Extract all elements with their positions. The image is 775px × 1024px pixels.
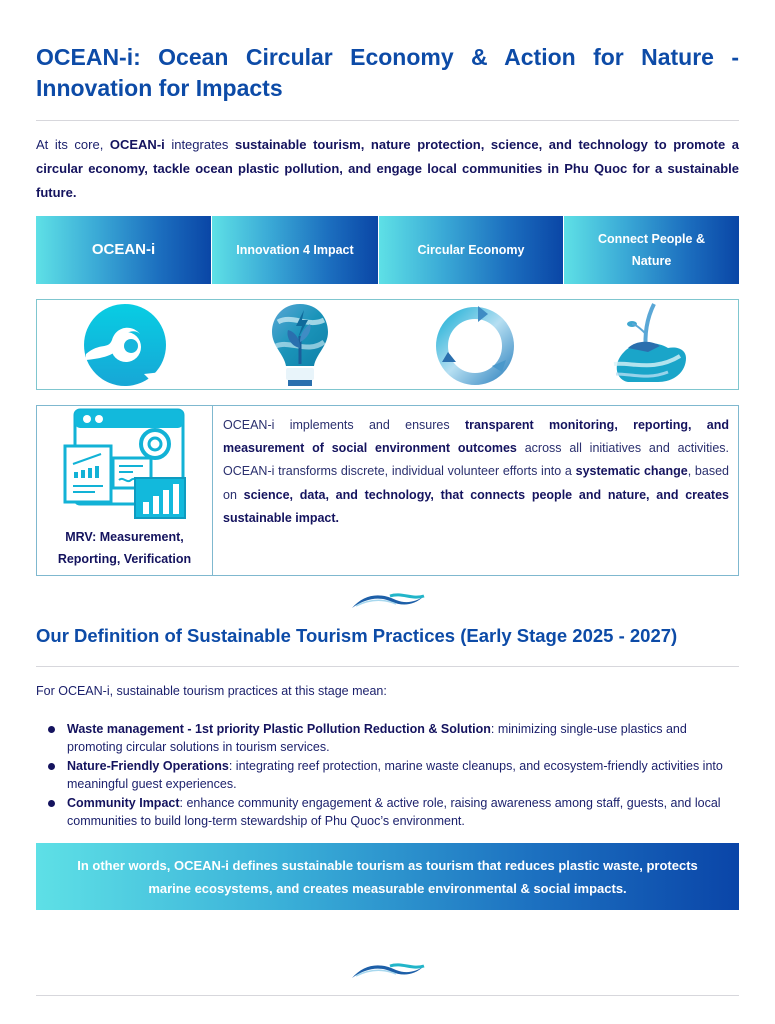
mrv-highlight: transparent monitoring, reporting, and measurement of social environment outcomes bbox=[223, 418, 729, 456]
lightbulb-plant-icon bbox=[268, 302, 332, 388]
list-item bbox=[36, 720, 739, 756]
mrv-highlight: systematic change bbox=[575, 464, 688, 479]
list-item-title: Nature-Friendly Operations bbox=[67, 759, 229, 773]
pillar-icon-cell bbox=[563, 300, 738, 389]
pillar-icon-cell bbox=[388, 300, 563, 389]
intro-text: At its core, bbox=[36, 137, 110, 152]
mrv-label-line: Reporting, Verification bbox=[57, 552, 192, 566]
pillar-innovation: Innovation 4 Impact bbox=[212, 216, 379, 284]
list-item bbox=[36, 757, 739, 793]
mrv-text: , based on bbox=[223, 464, 729, 502]
pillar-icons-row bbox=[36, 299, 739, 390]
pillars-bar bbox=[36, 216, 739, 284]
mrv-text: OCEAN-i implements and ensures bbox=[223, 418, 465, 432]
ocean-wave-logo-icon bbox=[82, 302, 168, 388]
list-item-text: : minimizing single-use plastics and promoting circular solutions in tourism services. bbox=[67, 722, 687, 754]
divider bbox=[36, 666, 739, 667]
intro-highlight: sustainable tourism, nature protection, science, and technology to promote a circular economy, tackle ocean plastic pollution, and engage local communities in Phu Quoc for a sustainable future. bbox=[36, 137, 739, 200]
circular-arrows-icon bbox=[434, 302, 516, 388]
mrv-text: across all initiatives and activities. OCEAN-i transforms discrete, individual volunteer efforts into a bbox=[223, 441, 729, 479]
list-item-text: : integrating reef protection, marine waste cleanups, and ecosystem-friendly activities into meaningful guest experiences. bbox=[67, 759, 723, 791]
dashboard-analytics-icon bbox=[63, 408, 187, 520]
mrv-label bbox=[58, 526, 191, 570]
bullet-icon bbox=[48, 800, 55, 807]
list-item bbox=[36, 794, 739, 830]
section-lead: For OCEAN-i, sustainable tourism practices at this stage mean: bbox=[36, 684, 387, 698]
pillar-connect-people-nature: Connect People & Nature bbox=[564, 216, 739, 284]
list-item-title: Waste management - 1st priority Plastic Pollution Reduction & Solution bbox=[67, 722, 491, 736]
practices-list bbox=[36, 720, 739, 831]
bullet-icon bbox=[48, 726, 55, 733]
mrv-label-line: MRV: Measurement, bbox=[65, 530, 184, 544]
page-title: OCEAN-i: Ocean Circular Economy & Action for Nature - Innovation for Impacts bbox=[36, 44, 739, 101]
summary-callout bbox=[36, 843, 739, 910]
wave-divider-icon bbox=[350, 590, 426, 610]
wave-divider-icon bbox=[350, 960, 426, 980]
pillar-ocean-i: OCEAN-i bbox=[36, 216, 212, 284]
intro-paragraph bbox=[36, 133, 739, 205]
pillar-circular-economy: Circular Economy bbox=[379, 216, 564, 284]
intro-brand: OCEAN-i bbox=[109, 137, 165, 152]
mrv-highlight: science, data, and technology, that connects people and nature, and creates sustainable impact. bbox=[223, 487, 729, 525]
pillar-icon-cell bbox=[212, 300, 387, 389]
summary-text: In other words, OCEAN-i defines sustainable tourism as tourism that reduces plastic waste, protects marine ecosystems, and creates measurable environmental & social impacts. bbox=[77, 857, 698, 896]
mrv-description bbox=[213, 406, 738, 575]
divider bbox=[36, 120, 739, 121]
mrv-section bbox=[36, 405, 739, 576]
pillar-icon-cell bbox=[37, 300, 212, 389]
list-item-text: : enhance community engagement & active role, raising awareness among staff, guests, and local communities to build long-term stewardship of Phu Quoc’s environment. bbox=[67, 796, 721, 828]
mrv-card bbox=[37, 406, 213, 575]
section-title: Our Definition of Sustainable Tourism Practices (Early Stage 2025 - 2027) bbox=[36, 625, 678, 646]
bullet-icon bbox=[48, 763, 55, 770]
list-item-title: Community Impact bbox=[67, 796, 180, 810]
hands-sprout-icon bbox=[608, 302, 692, 388]
intro-text: integrates bbox=[164, 137, 235, 152]
divider bbox=[36, 995, 739, 996]
